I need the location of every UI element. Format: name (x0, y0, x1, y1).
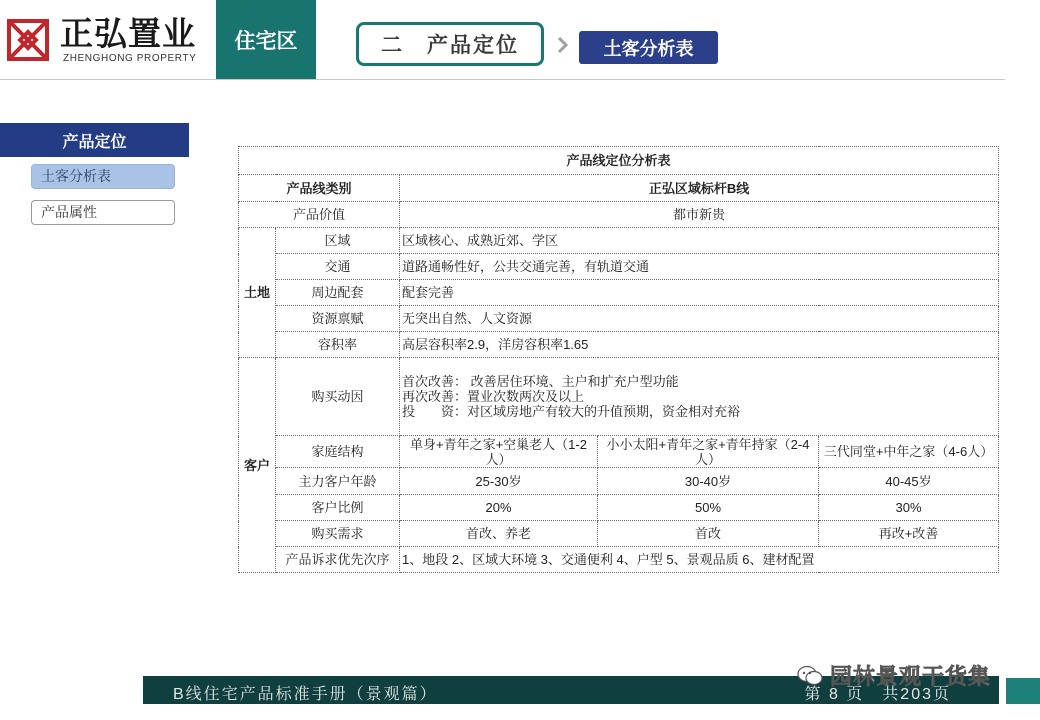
row-label: 容积率 (276, 332, 400, 358)
table-row (239, 332, 999, 358)
age-cell: 30-40岁 (598, 468, 819, 495)
table-row (239, 495, 999, 521)
table-row (239, 436, 999, 468)
sidebar-item-product-attributes[interactable]: 产品属性 (31, 200, 175, 225)
family-cell: 三代同堂+中年之家（4-6人） (819, 436, 999, 468)
demand-cell: 首改、养老 (400, 521, 598, 547)
value-label: 产品价值 (239, 202, 400, 228)
row-label: 购买动因 (276, 358, 400, 436)
motive-line: 投 资：对区域房地产有较大的升值预期，资金相对充裕 (402, 404, 741, 419)
motive-value (400, 358, 999, 436)
logo-english-text: ZHENGHONG PROPERTY (63, 53, 197, 64)
ratio-cell: 20% (400, 495, 598, 521)
header-divider (0, 79, 1005, 80)
positioning-analysis-table (238, 146, 999, 573)
row-label: 购买需求 (276, 521, 400, 547)
watermark-text: 园林景观干货集 (830, 664, 992, 689)
row-value: 高层容积率2.9，洋房容积率1.65 (400, 332, 999, 358)
table-row (239, 280, 999, 306)
demand-cell: 首改 (598, 521, 819, 547)
row-label: 交通 (276, 254, 400, 280)
value-value: 都市新贵 (400, 202, 999, 228)
table-row (239, 358, 999, 436)
row-label: 主力客户年龄 (276, 468, 400, 495)
table-row (239, 254, 999, 280)
table-row (239, 468, 999, 495)
demand-cell: 再改+改善 (819, 521, 999, 547)
row-value: 区域核心、成熟近郊、学区 (400, 228, 999, 254)
row-label: 家庭结构 (276, 436, 400, 468)
row-label: 区域 (276, 228, 400, 254)
category-value: 正弘区域标杆B线 (400, 175, 999, 202)
section-step-current[interactable]: 二 产品定位 (356, 22, 544, 66)
page-number: 第 8 页 共203页 (804, 686, 951, 703)
table-title: 产品线定位分析表 (239, 147, 999, 175)
footer-title: B线住宅产品标准手册（景观篇） (173, 686, 438, 703)
age-cell: 40-45岁 (819, 468, 999, 495)
row-label: 周边配套 (276, 280, 400, 306)
row-value: 道路通畅性好，公共交通完善，有轨道交通 (400, 254, 999, 280)
logo-chinese-text: 正弘置业 (60, 15, 196, 52)
table-row (239, 202, 999, 228)
priority-value: 1、地段 2、区域大环境 3、交通便利 4、户型 5、景观品质 6、建材配置 (400, 547, 999, 573)
watermark (796, 660, 991, 691)
table-title-row (239, 147, 999, 175)
table-row (239, 547, 999, 573)
table-row (239, 306, 999, 332)
motive-line: 首次改善： 改善居住环境、主户和扩充户型功能 (402, 374, 679, 389)
row-label: 产品诉求优先次序 (276, 547, 400, 573)
company-logo (6, 12, 211, 67)
row-label: 客户比例 (276, 495, 400, 521)
family-cell: 单身+青年之家+空巢老人（1-2人） (400, 436, 598, 468)
land-group-label: 土地 (239, 228, 276, 358)
age-cell: 25-30岁 (400, 468, 598, 495)
ratio-cell: 50% (598, 495, 819, 521)
table-row (239, 521, 999, 547)
row-value: 无突出自然、人文资源 (400, 306, 999, 332)
table-row (239, 175, 999, 202)
ratio-cell: 30% (819, 495, 999, 521)
category-header: 产品线类别 (239, 175, 400, 202)
footer-accent-block (1006, 678, 1040, 704)
chat-bubble-icon (796, 664, 824, 688)
chevron-right-icon (556, 35, 570, 55)
sidebar-title: 产品定位 (0, 123, 189, 157)
logo-mark-icon (6, 18, 50, 62)
sidebar-item-land-customer-analysis[interactable]: 土客分析表 (31, 164, 175, 189)
row-label: 资源禀赋 (276, 306, 400, 332)
motive-line: 再次改善：置业次数两次及以上 (402, 389, 585, 404)
zone-tab[interactable]: 住宅区 (216, 0, 316, 80)
section-step-next[interactable]: 土客分析表 (579, 31, 718, 64)
table-row (239, 228, 999, 254)
row-value: 配套完善 (400, 280, 999, 306)
family-cell: 小小太阳+青年之家+青年持家（2-4人） (598, 436, 819, 468)
customer-group-label: 客户 (239, 358, 276, 573)
